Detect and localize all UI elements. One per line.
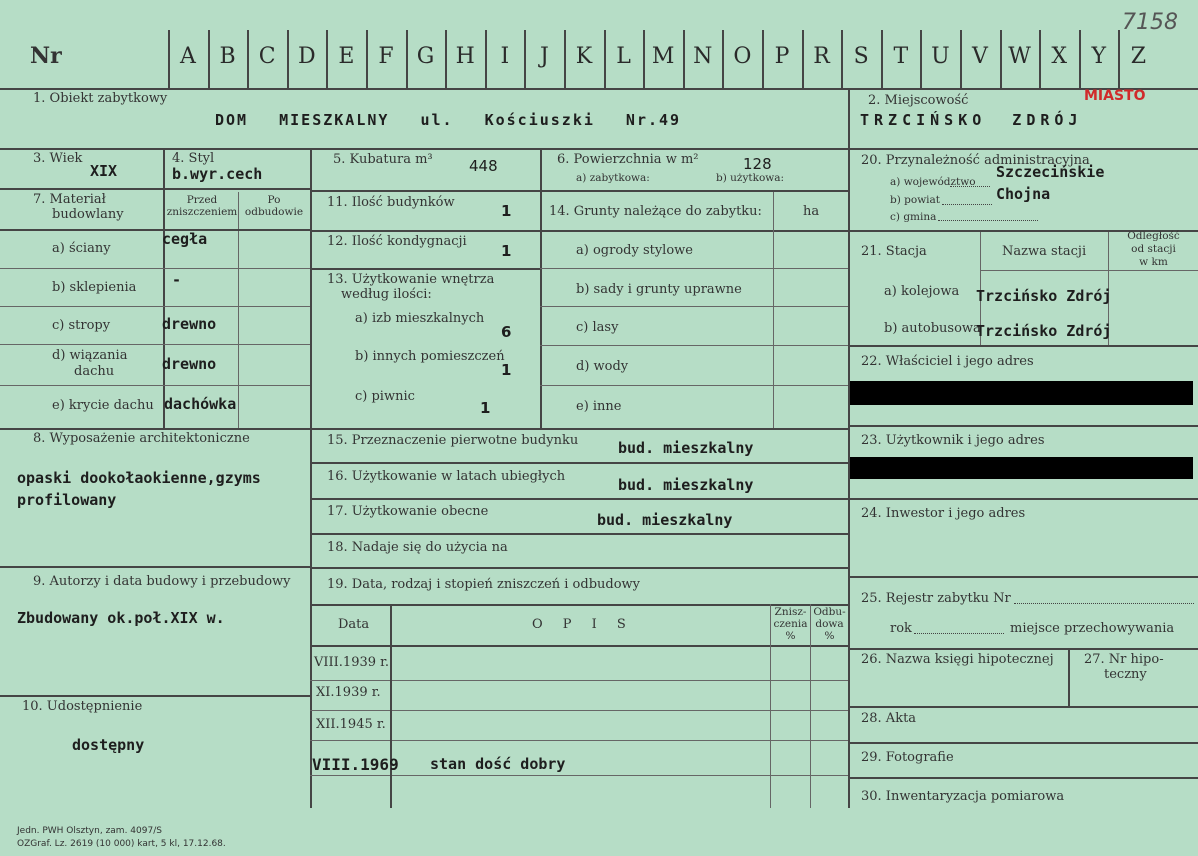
redacted-user [850,457,1193,479]
f21-col-dist-3: w km [1139,256,1168,268]
f29-label: 29. Fotografie [861,750,954,765]
footer-line-2: OZGraf. Lz. 2619 (10 000) kart, 5 kl, 17.12.68. [17,839,226,849]
f19-col-rebuilt-2: dowa [815,618,844,630]
f25-place: miejsce przechowywania [1010,621,1175,636]
f3-value: XIX [90,162,118,180]
f7-col-after: Po odbudowie [244,194,304,219]
f8-value-2: profilowany [17,491,117,509]
f2-value: TRZCIŃSKO ZDRÓJ [860,111,1083,129]
f14-e: e) inne [576,399,622,414]
f24-label: 24. Inwestor i jego adres [861,506,1026,521]
f20-c: c) gmina [890,211,937,223]
index-letter: F [378,44,394,69]
f6-a: a) zabytkowa: [576,172,650,184]
index-letter: J [539,44,549,69]
f11-label: 11. Ilość budynków [327,195,455,210]
index-letter: E [338,44,355,69]
f6-b: b) użytkowa: [716,172,785,184]
f2-label: 2. Miejscowość [868,93,969,108]
index-letter: W [1008,44,1031,69]
index-letter: K [575,44,593,69]
f25-label: 25. Rejestr zabytku Nr [861,591,1011,606]
f7-row-e: e) krycie dachu [52,398,154,413]
f20-a: a) województwo [890,176,976,188]
f27-label-1: 27. Nr hipo- [1084,652,1164,667]
f17-label: 17. Użytkowanie obecne [327,504,489,519]
index-letter: C [258,44,276,69]
index-letter: M [651,44,675,69]
f1-label: 1. Obiekt zabytkowy [33,91,168,106]
index-letter: Y [1091,44,1107,69]
f7-row-a: a) ściany [52,241,111,256]
f25-rok: rok [890,621,912,636]
f5-value: 448 [469,157,498,175]
footer-line-1: Jedn. PWH Olsztyn, zam. 4097/S [17,826,162,836]
f14-a: a) ogrody stylowe [576,243,693,258]
f7-row-b-value: - [172,271,182,289]
f10-label: 10. Udostępnienie [22,699,143,714]
f7-col-before: Przed zniszczeniem [166,194,238,219]
f20-b-value: Chojna [996,185,1051,203]
f15-value: bud. mieszkalny [618,439,754,457]
f4-value: b.wyr.cech [172,165,263,183]
f7-row-d-2: dachu [74,364,115,379]
f19-col-desc: O P I S [532,617,634,632]
index-letter: N [693,44,713,69]
nr-label: Nr [30,43,62,69]
f21-col-dist-1: Odległość [1127,230,1180,242]
f21-b-value: Trzcińsko Zdrój [976,322,1112,340]
f19-row-1-date: VIII.1939 r. [314,655,390,670]
f20-a-value: Szczecińskie [996,163,1105,181]
f19-col-rebuilt-3: % [824,630,835,642]
f8-value-1: opaski dookołaokienne,gzyms [17,469,261,487]
f6-value: 128 [743,155,772,173]
f23-label: 23. Użytkownik i jego adres [861,433,1045,448]
f13-label-2: według ilości: [341,287,432,302]
f21-col-name: Nazwa stacji [1002,244,1087,259]
f13-c: c) piwnic [355,389,415,404]
f13-label-1: 13. Użytkowanie wnętrza [327,272,495,287]
f19-col-rebuilt-1: Odbu- [813,606,846,618]
index-letter: Z [1130,44,1147,69]
f11-value: 1 [501,202,512,220]
f19-row-2-date: XI.1939 r. [316,685,381,700]
f12-label: 12. Ilość kondygnacji [327,234,467,249]
f14-d: d) wody [576,359,629,374]
corner-note: 7158 [1122,10,1178,35]
f2-stamp: MIASTO [1084,88,1146,104]
f30-label: 30. Inwentaryzacja pomiarowa [861,789,1065,804]
f13-c-value: 1 [480,399,491,417]
index-letter: T [893,44,909,69]
f21-a-value: Trzcińsko Zdrój [976,287,1112,305]
f14-b: b) sady i grunty uprawne [576,282,742,297]
index-letter: L [616,44,631,69]
f19-row-4-date: VIII.1969 [312,755,399,774]
f7-row-d-value: drewno [162,355,217,373]
index-letter: B [219,44,236,69]
f27-label-2: teczny [1104,667,1147,682]
f6-label: 6. Powierzchnia w m² [557,152,699,167]
f21-label: 21. Stacja [861,244,927,259]
index-letter: I [500,44,510,69]
f16-label: 16. Użytkowanie w latach ubiegłych [327,469,566,484]
f28-label: 28. Akta [861,711,917,726]
f13-a-value: 6 [501,323,512,341]
f7-row-e-value: dachówka [164,395,237,413]
f7-row-b: b) sklepienia [52,280,137,295]
f13-b-value: 1 [501,361,512,379]
f4-label: 4. Styl [172,151,215,166]
redacted-owner [850,381,1193,405]
f10-value: dostępny [72,736,145,754]
f9-value: Zbudowany ok.poł.XIX w. [17,609,225,627]
index-letter: H [455,44,475,69]
f7-row-a-value: cegła [162,230,208,248]
index-letter: R [813,44,830,69]
f14-unit: ha [803,204,820,219]
f19-col-date: Data [338,617,370,632]
index-letter: G [416,44,435,69]
f8-label: 8. Wyposażenie architektoniczne [33,431,250,446]
f7-row-c: c) stropy [52,318,111,333]
f20-label: 20. Przynależność administracyjna [861,153,1090,168]
f9-label: 9. Autorzy i data budowy i przebudowy [33,574,291,589]
index-letter: P [774,44,790,69]
f19-col-destr-2: czenia [773,618,808,630]
index-letter: A [180,44,196,69]
f21-col-dist-2: od stacji [1131,243,1176,255]
f7-label-2: budowlany [52,207,124,222]
index-letter: O [733,44,752,69]
f19-col-destr-1: Znisz- [774,606,807,618]
index-letter: V [972,44,988,69]
f13-a: a) izb mieszkalnych [355,311,485,326]
f21-b: b) autobusowa [884,321,981,336]
f20-b: b) powiat [890,194,941,206]
f26-label: 26. Nazwa księgi hipotecznej [861,652,1054,667]
index-letter: U [931,44,950,69]
f7-row-d-1: d) wiązania [52,348,128,363]
f19-row-4-desc: stan dość dobry [430,755,566,773]
f5-label: 5. Kubatura m³ [333,152,433,167]
index-letter: D [297,44,316,69]
f12-value: 1 [501,242,512,260]
f13-b: b) innych pomieszczeń [355,349,505,364]
index-letter: X [1051,44,1068,69]
f19-label: 19. Data, rodzaj i stopień zniszczeń i odbudowy [327,577,641,592]
f3-label: 3. Wiek [33,151,83,166]
f7-label-1: 7. Materiał [33,192,106,207]
f18-label: 18. Nadaje się do użycia na [327,540,508,555]
f16-value: bud. mieszkalny [618,476,754,494]
f17-value: bud. mieszkalny [597,511,733,529]
f19-col-destr-3: % [785,630,796,642]
f7-row-c-value: drewno [162,315,217,333]
f14-label: 14. Grunty należące do zabytku: [549,204,762,219]
f21-a: a) kolejowa [884,284,960,299]
index-letter: S [853,44,869,69]
f19-row-3-date: XII.1945 r. [316,717,386,732]
f14-c: c) lasy [576,320,619,335]
f15-label: 15. Przeznaczenie pierwotne budynku [327,433,579,448]
f22-label: 22. Właściciel i jego adres [861,354,1034,369]
f1-value: DOM MIESZKALNY ul. Kościuszki Nr.49 [215,111,682,129]
